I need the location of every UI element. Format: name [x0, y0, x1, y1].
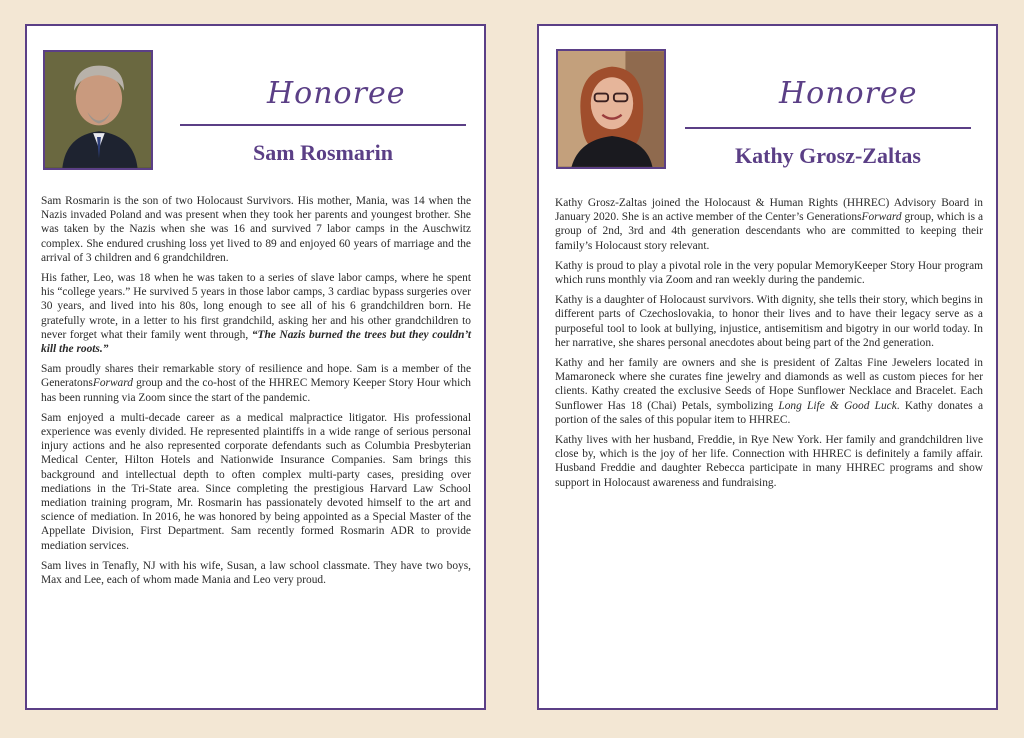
honoree-heading: Honoree — [779, 76, 918, 111]
bio-paragraph: Kathy lives with her husband, Freddie, in Rye New York. Her family and grandchildren live close by, which is the joy of her life. Connection with HHREC is definitely a family affair. Husband Freddie and daughter Rebecca participate in many HHREC programs and show support in Holocaust awareness and fundraising. — [555, 434, 983, 489]
heading-rule — [180, 124, 466, 126]
bio-paragraph — [555, 196, 983, 253]
quote-text: “The Nazis burned the trees but they couldn’t kill the roots.” — [41, 328, 472, 356]
portrait-photo-kathy — [556, 49, 666, 169]
bio-paragraph: Sam lives in Tenafly, NJ with his wife, Susan, a law school classmate. They have two boys, Max and Lee, each of whom made Mania and Leo very proud. — [41, 559, 471, 587]
bio-text: His father, Leo, was 18 when he was taken to a series of slave labor camps, where he spent his “college years.” He survived 5 years in those labor camps, 3 cardiac bypass surgeries over 30 years, and lived into his 80s, long enough to see all of his 6 grandchildren born. He gratefully wrote, in a letter to his first grandchild, asking her and his other grandchildren to never forget what their family went through, — [41, 272, 471, 341]
honoree-heading: Honoree — [267, 76, 406, 111]
italic-phrase: Long Life & Good Luck — [778, 399, 897, 412]
bio-text: . Kathy donates a portion of the sales of this popular item to HHREC. — [555, 399, 983, 426]
honoree-bio — [555, 196, 983, 496]
bio-paragraph: Sam enjoyed a multi-decade career as a medical malpractice litigator. His professional experience was evenly divided. He represented plaintiffs in a wide range of serious personal injury actions and he also represented corporate defendants such as Columbia Presbyterian Medical Center, Hilton Hotels and Nationwide Insurance Companies. Sam brings this background and intellectual depth to often complex multi-party cases, presiding over mediations in the Tri-State area. Since completing the prestigious Harvard Law School mediation training program, Mr. Rosmarin has passionately devoted himself to the art and science of mediation. In 2016, he was honored by being appointed as a Special Master of the Appellate Division, First Department. Sam recently formed Rosmarin ADR to provide mediation services. — [41, 411, 471, 552]
forward-italic: Forward — [92, 377, 133, 390]
bio-text: Kathy and her family are owners and she is president of Zaltas Fine Jewelers located in Mamaroneck where she curates fine jewelry and diamonds as well as custom pieces for her clients. Kathy created the exclusive Seeds of Hope Sunflower Necklace and Bracelet. Each Sunflower Has 18 (Chai) Petals, symbolizing — [555, 357, 983, 412]
bio-paragraph — [41, 362, 471, 405]
honoree-name: Sam Rosmarin — [253, 140, 393, 165]
portrait-photo-sam — [43, 50, 153, 170]
bio-paragraph — [555, 356, 983, 427]
bio-paragraph: Sam Rosmarin is the son of two Holocaust Survivors. His mother, Mania, was 14 when the Nazis invaded Poland and was present when they took her parents and youngest brother. She was taken by the Nazis when she was 16 and survived 7 labor camps in the Auschwitz complex. She endured crushing loss yet lived to 89 and enjoyed 60 years of marriage and the arrival of 3 children and 6 grandchildren. — [41, 195, 471, 264]
honoree-page-kathy — [537, 24, 998, 710]
bio-text: group and the co-host of the HHREC Memory Keeper Story Hour which has been running via Zoom since the start of the pandemic. — [41, 377, 471, 404]
bio-paragraph — [41, 271, 471, 356]
bio-text: group, which is a group of 2nd, 3rd and 4th generation descendants who are committed to keeping their family’s Holocaust story relevant. — [555, 211, 983, 252]
honoree-name: Kathy Grosz-Zaltas — [735, 143, 921, 168]
honoree-bio — [41, 194, 471, 593]
heading-rule — [685, 127, 971, 129]
bio-text: Kathy Grosz-Zaltas joined the Holocaust & Human Rights (HHREC) Advisory Board in January 2020. She is an active member of the Center’s Generations — [555, 197, 983, 224]
bio-paragraph: Kathy is proud to play a pivotal role in the very popular MemoryKeeper Story Hour program which runs monthly via Zoom and ran weekly during the pandemic. — [555, 259, 983, 287]
forward-italic: Forward — [861, 211, 902, 224]
portrait-illustration — [558, 51, 664, 167]
bio-text: Sam proudly shares their remarkable story of resilience and hope. Sam is a member of the Generatons — [41, 363, 471, 390]
bio-paragraph: Kathy is a daughter of Holocaust survivors. With dignity, she tells their story, which begins in different parts of Czechoslovakia, to honor their lives and to have their legacy serve as a purposeful tool to look at bullying, injustice, antisemitism and bigotry in our world today. In her narrative, she shares personal anecdotes about being part of the 2nd generation. — [555, 294, 983, 349]
portrait-illustration — [45, 52, 151, 168]
honoree-page-sam — [25, 24, 486, 710]
